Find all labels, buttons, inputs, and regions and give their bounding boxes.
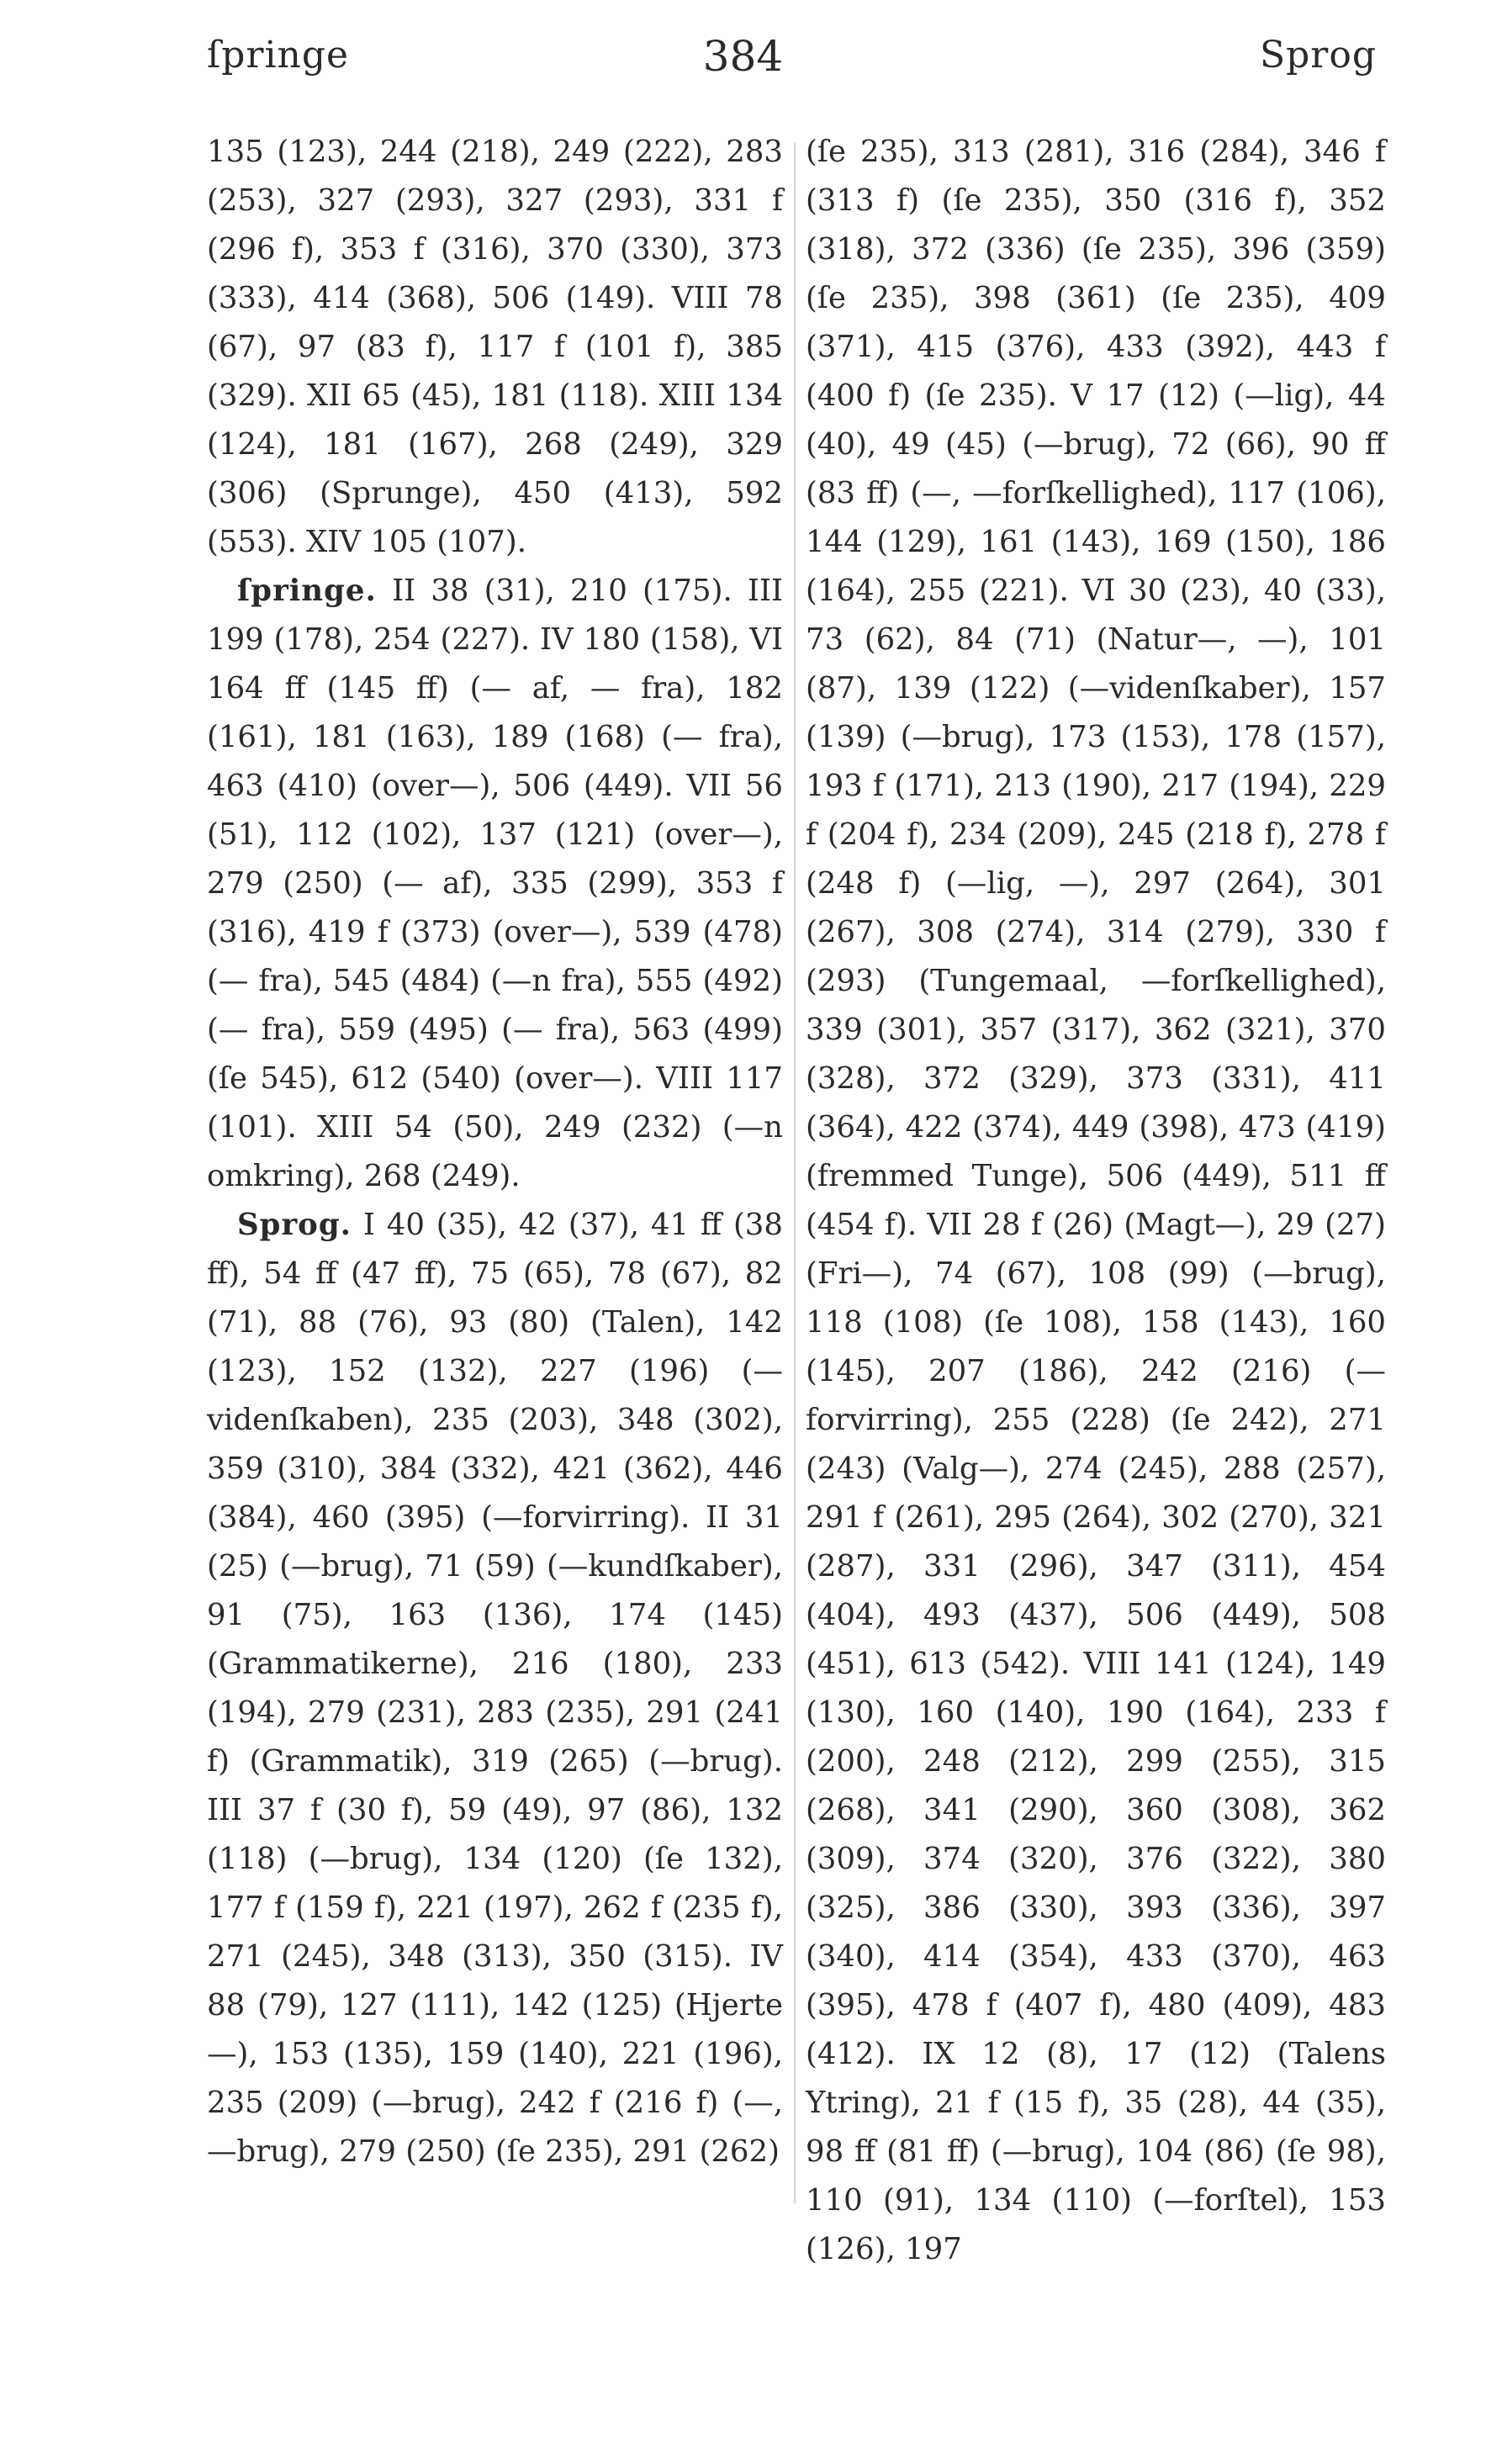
running-head-right: Sprog [1260, 34, 1377, 77]
entry-text: 135 (123), 244 (218), 249 (222), 283 (253), 327 (293), 327 (293), 331 f (296 f), 353 f (316), 370 (330), 373 (333), 414 (368), 506 (149). VIII 78 (67), 97 (83 f), 117 f (101 f), 385 (329). XII 65 (45), 181 (118). XIII 134 (124), 181 (167), 268 (249), 329 (306) (Sprunge), 450 (413), 592 (553). XIV 105 (107). [207, 135, 783, 559]
index-entry [207, 128, 783, 567]
page-number: 384 [702, 32, 784, 81]
page-header [0, 34, 1486, 93]
index-entry [806, 128, 1386, 2274]
right-column [806, 128, 1386, 2274]
column-divider [794, 143, 796, 2203]
entry-text: (ſe 235), 313 (281), 316 (284), 346 f (313 f) (ſe 235), 350 (316 f), 352 (318), 372 (336) (ſe 235), 396 (359) (ſe 235), 398 (361) (ſe 235), 409 (371), 415 (376), 433 (392), 443 f (400 f) (ſe 235). V 17 (12) (—lig), 44 (40), 49 (45) (—brug), 72 (66), 90 ff (83 ff) (—, —forſkellighed), 117 (106), 144 (129), 161 (143), 169 (150), 186 (164), 255 (221). VI 30 (23), 40 (33), 73 (62), 84 (71) (Natur—, —), 101 (87), 139 (122) (—videnſkaber), 157 (139) (—brug), 173 (153), 178 (157), 193 f (171), 213 (190), 217 (194), 229 f (204 f), 234 (209), 245 (218 f), 278 f (248 f) (—lig, —), 297 (264), 301 (267), 308 (274), 314 (279), 330 f (293) (Tungemaal, —forſkellighed), 339 (301), 357 (317), 362 (321), 370 (328), 372 (329), 373 (331), 411 (364), 422 (374), 449 (398), 473 (419) (fremmed Tunge), 506 (449), 511 ff (454 f). VII 28 f (26) (Magt—), 29 (27) (Fri—), 74 (67), 108 (99) (—brug), 118 (108) (ſe 108), 158 (143), 160 (145), 207 (186), 242 (216) (—forvirring), 255 (228) (ſe 242), 271 (243) (Valg—), 274 (245), 288 (257), 291 f (261), 295 (264), 302 (270), 321 (287), 331 (296), 347 (311), 454 (404), 493 (437), 506 (449), 508 (451), 613 (542). VIII 141 (124), 149 (130), 160 (140), 190 (164), 233 f (200), 248 (212), 299 (255), 315 (268), 341 (290), 360 (308), 362 (309), 374 (320), 376 (322), 380 (325), 386 (330), 393 (336), 397 (340), 414 (354), 433 (370), 463 (395), 478 f (407 f), 480 (409), 483 (412). IX 12 (8), 17 (12) (Talens Ytring), 21 f (15 f), 35 (28), 44 (35), 98 ff (81 ff) (—brug), 104 (86) (ſe 98), 110 (91), 134 (110) (—forſtel), 153 (126), 197 [806, 135, 1386, 2266]
index-entry [207, 1201, 783, 2176]
running-head-left: ſpringe [207, 34, 350, 77]
entry-headword: Sprog. [237, 1208, 352, 1242]
left-column [207, 128, 783, 2176]
entry-text: II 38 (31), 210 (175). III 199 (178), 254 (227). IV 180 (158), VI 164 ff (145 ff) (— af, — fra), 182 (161), 181 (163), 189 (168) (— fra), 463 (410) (over—), 506 (449). VII 56 (51), 112 (102), 137 (121) (over—), 279 (250) (— af), 335 (299), 353 f (316), 419 f (373) (over—), 539 (478) (— fra), 545 (484) (—n fra), 555 (492) (— fra), 559 (495) (— fra), 563 (499) (ſe 545), 612 (540) (over—). VIII 117 (101). XIII 54 (50), 249 (232) (—n omkring), 268 (249). [207, 574, 783, 1193]
index-entry [207, 567, 783, 1201]
entry-text: I 40 (35), 42 (37), 41 ff (38 ff), 54 ff (47 ff), 75 (65), 78 (67), 82 (71), 88 (76), 93 (80) (Talen), 142 (123), 152 (132), 227 (196) (—videnſkaben), 235 (203), 348 (302), 359 (310), 384 (332), 421 (362), 446 (384), 460 (395) (—forvirring). II 31 (25) (—brug), 71 (59) (—kundſkaber), 91 (75), 163 (136), 174 (145) (Grammatikerne), 216 (180), 233 (194), 279 (231), 283 (235), 291 (241 f) (Grammatik), 319 (265) (—brug). III 37 f (30 f), 59 (49), 97 (86), 132 (118) (—brug), 134 (120) (ſe 132), 177 f (159 f), 221 (197), 262 f (235 f), 271 (245), 348 (313), 350 (315). IV 88 (79), 127 (111), 142 (125) (Hjerte—), 153 (135), 159 (140), 221 (196), 235 (209) (—brug), 242 f (216 f) (—, —brug), 279 (250) (ſe 235), 291 (262) [207, 1208, 783, 2169]
entry-headword: ſpringe. [237, 574, 377, 608]
